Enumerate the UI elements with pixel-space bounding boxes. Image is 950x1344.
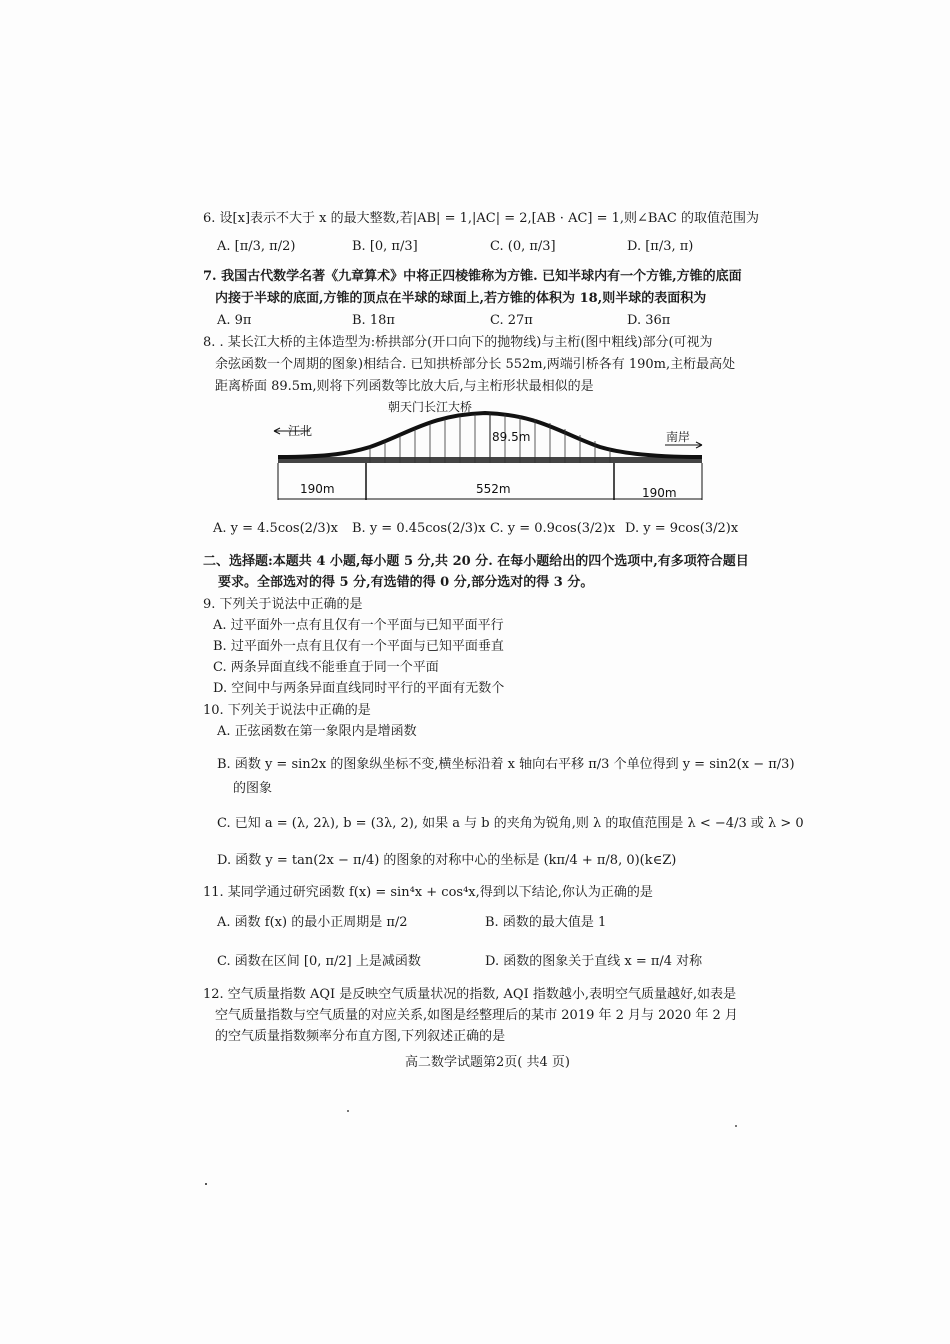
q8-line2: 余弦函数一个周期的图象)相结合. 已知拱桥部分长 552m,两端引桥各有 190m,主桁最高处 (215, 357, 736, 372)
q12-line1: 12. 空气质量指数 AQI 是反映空气质量状况的指数, AQI 指数越小,表明空气质量越好,如表是 (203, 987, 737, 1002)
q8-option-c: C. y = 0.9cos(3/2)x (490, 521, 616, 536)
q10-option-b: B. 函数 y = sin2x 的图象纵坐标不变,横坐标沿着 x 轴向右平移 π/3 个单位得到 y = sin2(x − π/3) (217, 757, 795, 772)
q6-option-c: C. (0, π/3] (490, 239, 556, 254)
q7-option-c: C. 27π (490, 313, 533, 328)
section2-line1: 二、选择题:本题共 4 小题,每小题 5 分,共 20 分. 在每小题给出的四个选项中,有多项符合题目 (203, 554, 749, 569)
q10-option-b-cont: 的图象 (233, 781, 273, 796)
q11-option-c: C. 函数在区间 [0, π/2] 上是减函数 (217, 954, 421, 969)
q8-option-b: B. y = 0.45cos(2/3)x (352, 521, 486, 536)
span-right-label: 190m (642, 486, 677, 500)
q10-option-c: C. 已知 a = (λ, 2λ), b = (3λ, 2), 如果 a 与 b 的夹角为锐角,则 λ 的取值范围是 λ < −4/3 或 λ > 0 (217, 816, 804, 831)
q12-line3: 的空气质量指数频率分布直方图,下列叙述正确的是 (215, 1029, 506, 1044)
q6-option-d: D. [π/3, π) (627, 239, 694, 254)
bridge-figure (270, 395, 710, 505)
scan-speck (735, 1125, 737, 1127)
span-mid-label: 552m (476, 482, 511, 496)
q9-option-d: D. 空间中与两条异面直线同时平行的平面有无数个 (213, 681, 505, 696)
q9-option-a: A. 过平面外一点有且仅有一个平面与已知平面平行 (213, 618, 504, 633)
left-bank-label: 江北 (288, 424, 313, 438)
height-label: 89.5m (492, 430, 531, 444)
q8-option-d: D. y = 9cos(3/2)x (625, 521, 739, 536)
q6-stem: 6. 设[x]表示不大于 x 的最大整数,若|AB| = 1,|AC| = 2,[AB · AC] = 1,则∠BAC 的取值范围为 (203, 211, 759, 226)
q7-line2: 内接于半球的底面,方锥的顶点在半球的球面上,若方锥的体积为 18,则半球的表面积为 (215, 291, 707, 306)
q11-option-d: D. 函数的图象关于直线 x = π/4 对称 (485, 954, 703, 969)
q7-option-a: A. 9π (217, 313, 252, 328)
scan-speck (205, 1183, 207, 1185)
q6-option-b: B. [0, π/3] (352, 239, 418, 254)
q10-stem: 10. 下列关于说法中正确的是 (203, 703, 371, 718)
q8-line1: 8. . 某长江大桥的主体造型为:桥拱部分(开口向下的抛物线)与主桁(图中粗线)部分(可视为 (203, 335, 713, 350)
span-left-label: 190m (300, 482, 335, 496)
q8-option-a: A. y = 4.5cos(2/3)x (213, 521, 339, 536)
right-bank-label: 南岸 (666, 430, 691, 444)
q9-option-b: B. 过平面外一点有且仅有一个平面与已知平面垂直 (213, 639, 504, 654)
scan-speck (347, 1110, 349, 1112)
q9-option-c: C. 两条异面直线不能垂直于同一个平面 (213, 660, 439, 675)
q11-option-b: B. 函数的最大值是 1 (485, 915, 607, 930)
q12-line2: 空气质量指数与空气质量的对应关系,如图是经整理后的某市 2019 年 2 月与 2020 年 2 月 (215, 1008, 738, 1023)
q11-option-a: A. 函数 f(x) 的最小正周期是 π/2 (217, 915, 408, 930)
q11-stem: 11. 某同学通过研究函数 f(x) = sin⁴x + cos⁴x,得到以下结论,你认为正确的是 (203, 885, 653, 900)
q10-option-a: A. 正弦函数在第一象限内是增函数 (217, 724, 417, 739)
q7-option-b: B. 18π (352, 313, 395, 328)
q7-option-d: D. 36π (627, 313, 671, 328)
q10-option-d: D. 函数 y = tan(2x − π/4) 的图象的对称中心的坐标是 (kπ/4 + π/8, 0)(k∈Z) (217, 853, 677, 868)
page-footer: 高二数学试题第2页( 共4 页) (405, 1055, 570, 1070)
q9-stem: 9. 下列关于说法中正确的是 (203, 597, 363, 612)
q7-line1: 7. 我国古代数学名著《九章算术》中将正四棱锥称为方锥. 已知半球内有一个方锥,方锥的底面 (203, 269, 742, 284)
q6-option-a: A. [π/3, π/2) (217, 239, 296, 254)
q8-line3: 距离桥面 89.5m,则将下列函数等比放大后,与主桁形状最相似的是 (215, 379, 594, 394)
bridge-title: 朝天门长江大桥 (388, 400, 473, 414)
section2-line2: 要求。全部选对的得 5 分,有选错的得 0 分,部分选对的得 3 分。 (218, 575, 594, 590)
